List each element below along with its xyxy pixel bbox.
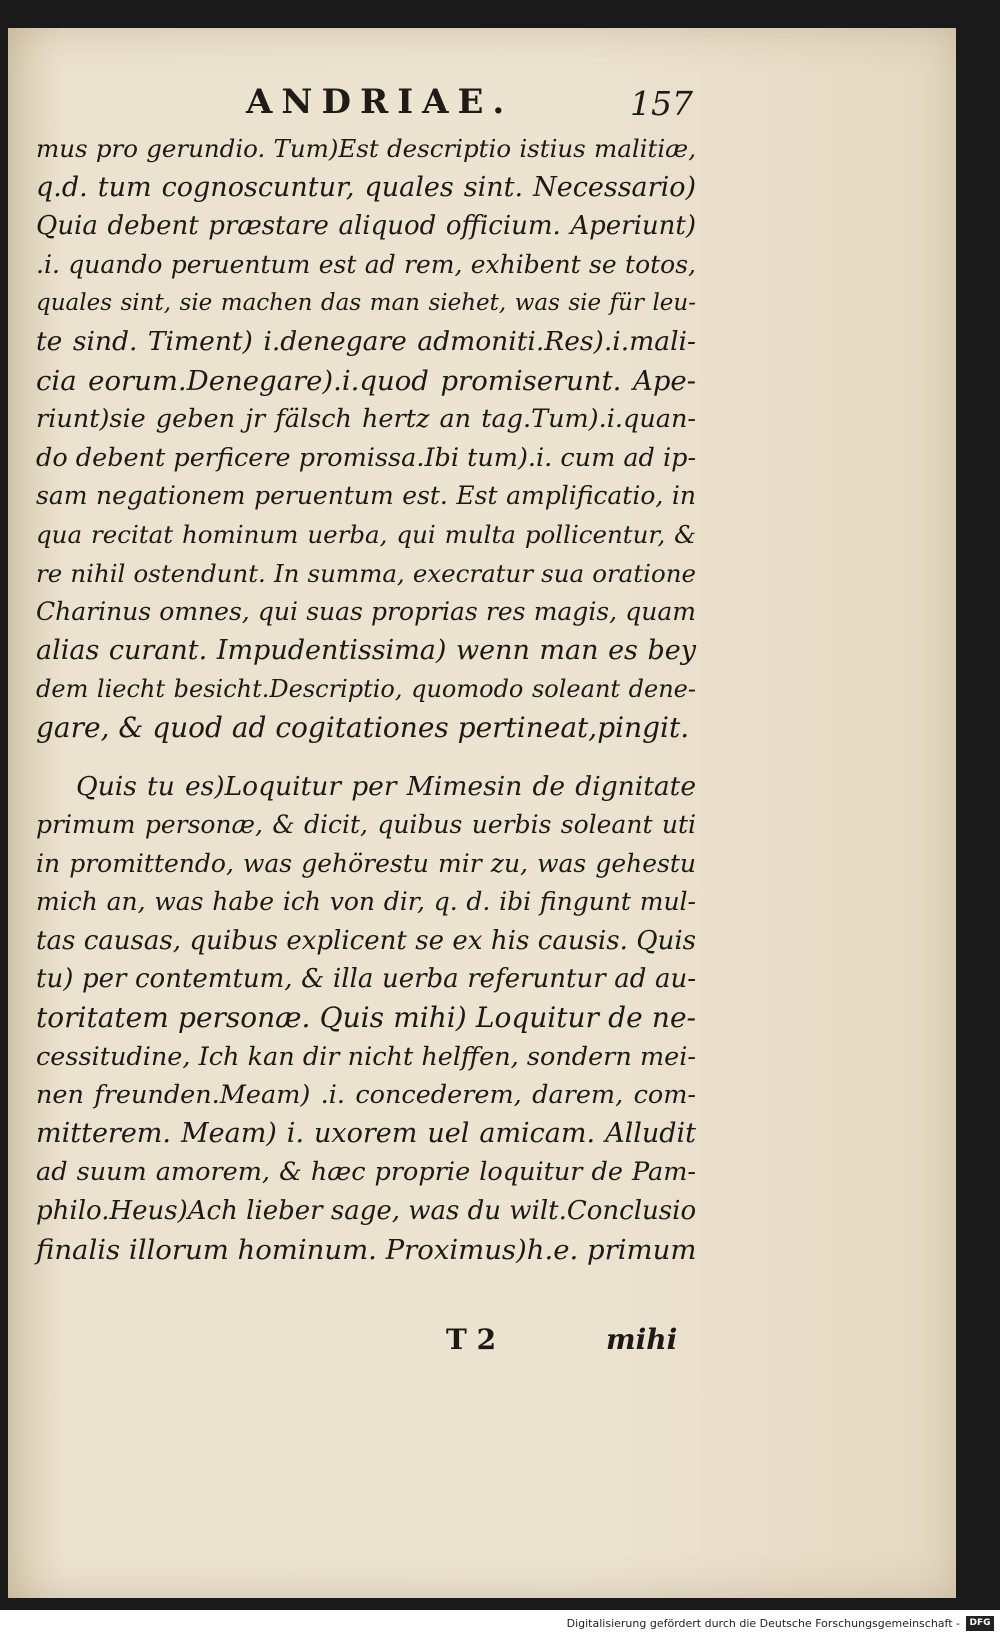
- text-line: do debent perficere promissa.Ibi tum).i. cum ad ip-: [36, 442, 697, 473]
- page-header: [8, 80, 956, 130]
- paragraph-gap: [36, 748, 696, 768]
- text-line: re nihil ostendunt. In summa, execratur sua oratione: [36, 558, 696, 588]
- text-line: tu) per contemtum, & illa uerba referuntur ad au-: [36, 964, 696, 995]
- catchword: mihi: [606, 1323, 678, 1356]
- text-line: mus pro gerundio. Tum)Est descriptio istius malitiæ,: [36, 134, 696, 163]
- digitization-footer: [0, 1610, 1000, 1639]
- page-number: 157: [630, 84, 693, 123]
- text-line: alias curant. Impudentissima) wenn man es bey: [36, 634, 696, 666]
- text-line: gare, & quod ad cogitationes pertineat,pingit.: [36, 710, 690, 744]
- text-line: mich an, was habe ich von dir, q. d. ibi fingunt mul-: [36, 887, 696, 917]
- text-line: in promittendo, was gehörestu mir zu, was gehestu: [36, 848, 696, 878]
- paragraph-2: [36, 768, 696, 1270]
- text-line: dem liecht besicht.Descriptio, quomodo soleant dene-: [36, 675, 696, 704]
- text-line: sam negationem peruentum est. Est amplificatio, in: [36, 481, 696, 511]
- text-line: philo.Heus)Ach lieber sage, was du wilt.Conclusio: [36, 1196, 697, 1227]
- text-line: cia eorum.Denegare).i.quod promiserunt. Ape-: [36, 364, 696, 397]
- dfg-logo-icon: DFG: [966, 1616, 994, 1631]
- text-line: nen freunden.Meam) .i. concederem, darem, com-: [36, 1080, 696, 1111]
- text-line: cessitudine, Ich kan dir nicht helffen, sondern mei-: [36, 1041, 696, 1072]
- text-line: Quis tu es)Loquitur per Mimesin de dignitate: [76, 770, 696, 802]
- funding-credit: Digitalisierung gefördert durch die Deutsche Forschungsgemeinschaft -: [566, 1617, 960, 1630]
- text-line: tas causas, quibus explicent se ex his causis. Quis: [36, 925, 696, 956]
- book-page: [8, 28, 956, 1598]
- text-line: .i. quando peruentum est ad rem, exhibent se totos,: [36, 249, 696, 279]
- text-line: Charinus omnes, qui suas proprias res magis, quam: [36, 597, 696, 627]
- signature-mark: T 2: [446, 1323, 497, 1356]
- text-line: ad suum amorem, & hæc proprie loquitur de Pam-: [36, 1157, 696, 1188]
- text-line: primum personæ, & dicit, quibus uerbis soleant uti: [36, 810, 696, 840]
- running-head: ANDRIAE.: [246, 82, 514, 122]
- text-line: riunt)sie geben jr fälsch hertz an tag.Tum).i.quan-: [36, 404, 696, 435]
- text-line: q.d. tum cognoscuntur, quales sint. Necessario): [36, 171, 696, 203]
- text-line: finalis illorum hominum. Proximus)h.e. primum: [36, 1233, 697, 1266]
- paragraph-1: [36, 130, 696, 748]
- text-line: toritatem personæ. Quis mihi) Loquitur de ne-: [36, 1001, 696, 1035]
- text-line: quales sint, sie machen das man siehet, was sie für leu-: [36, 290, 696, 317]
- commentary-text: [36, 130, 696, 1269]
- catchword-line: [446, 1323, 696, 1363]
- text-line: mitterem. Meam) i. uxorem uel amicam. Alludit: [36, 1117, 696, 1149]
- text-line: qua recitat hominum uerba, qui multa pollicentur, &: [36, 519, 696, 549]
- text-line: Quia debent præstare aliquod officium. Aperiunt): [36, 211, 696, 242]
- text-line: te sind. Timent) i.denegare admoniti.Res).i.mali-: [36, 325, 696, 357]
